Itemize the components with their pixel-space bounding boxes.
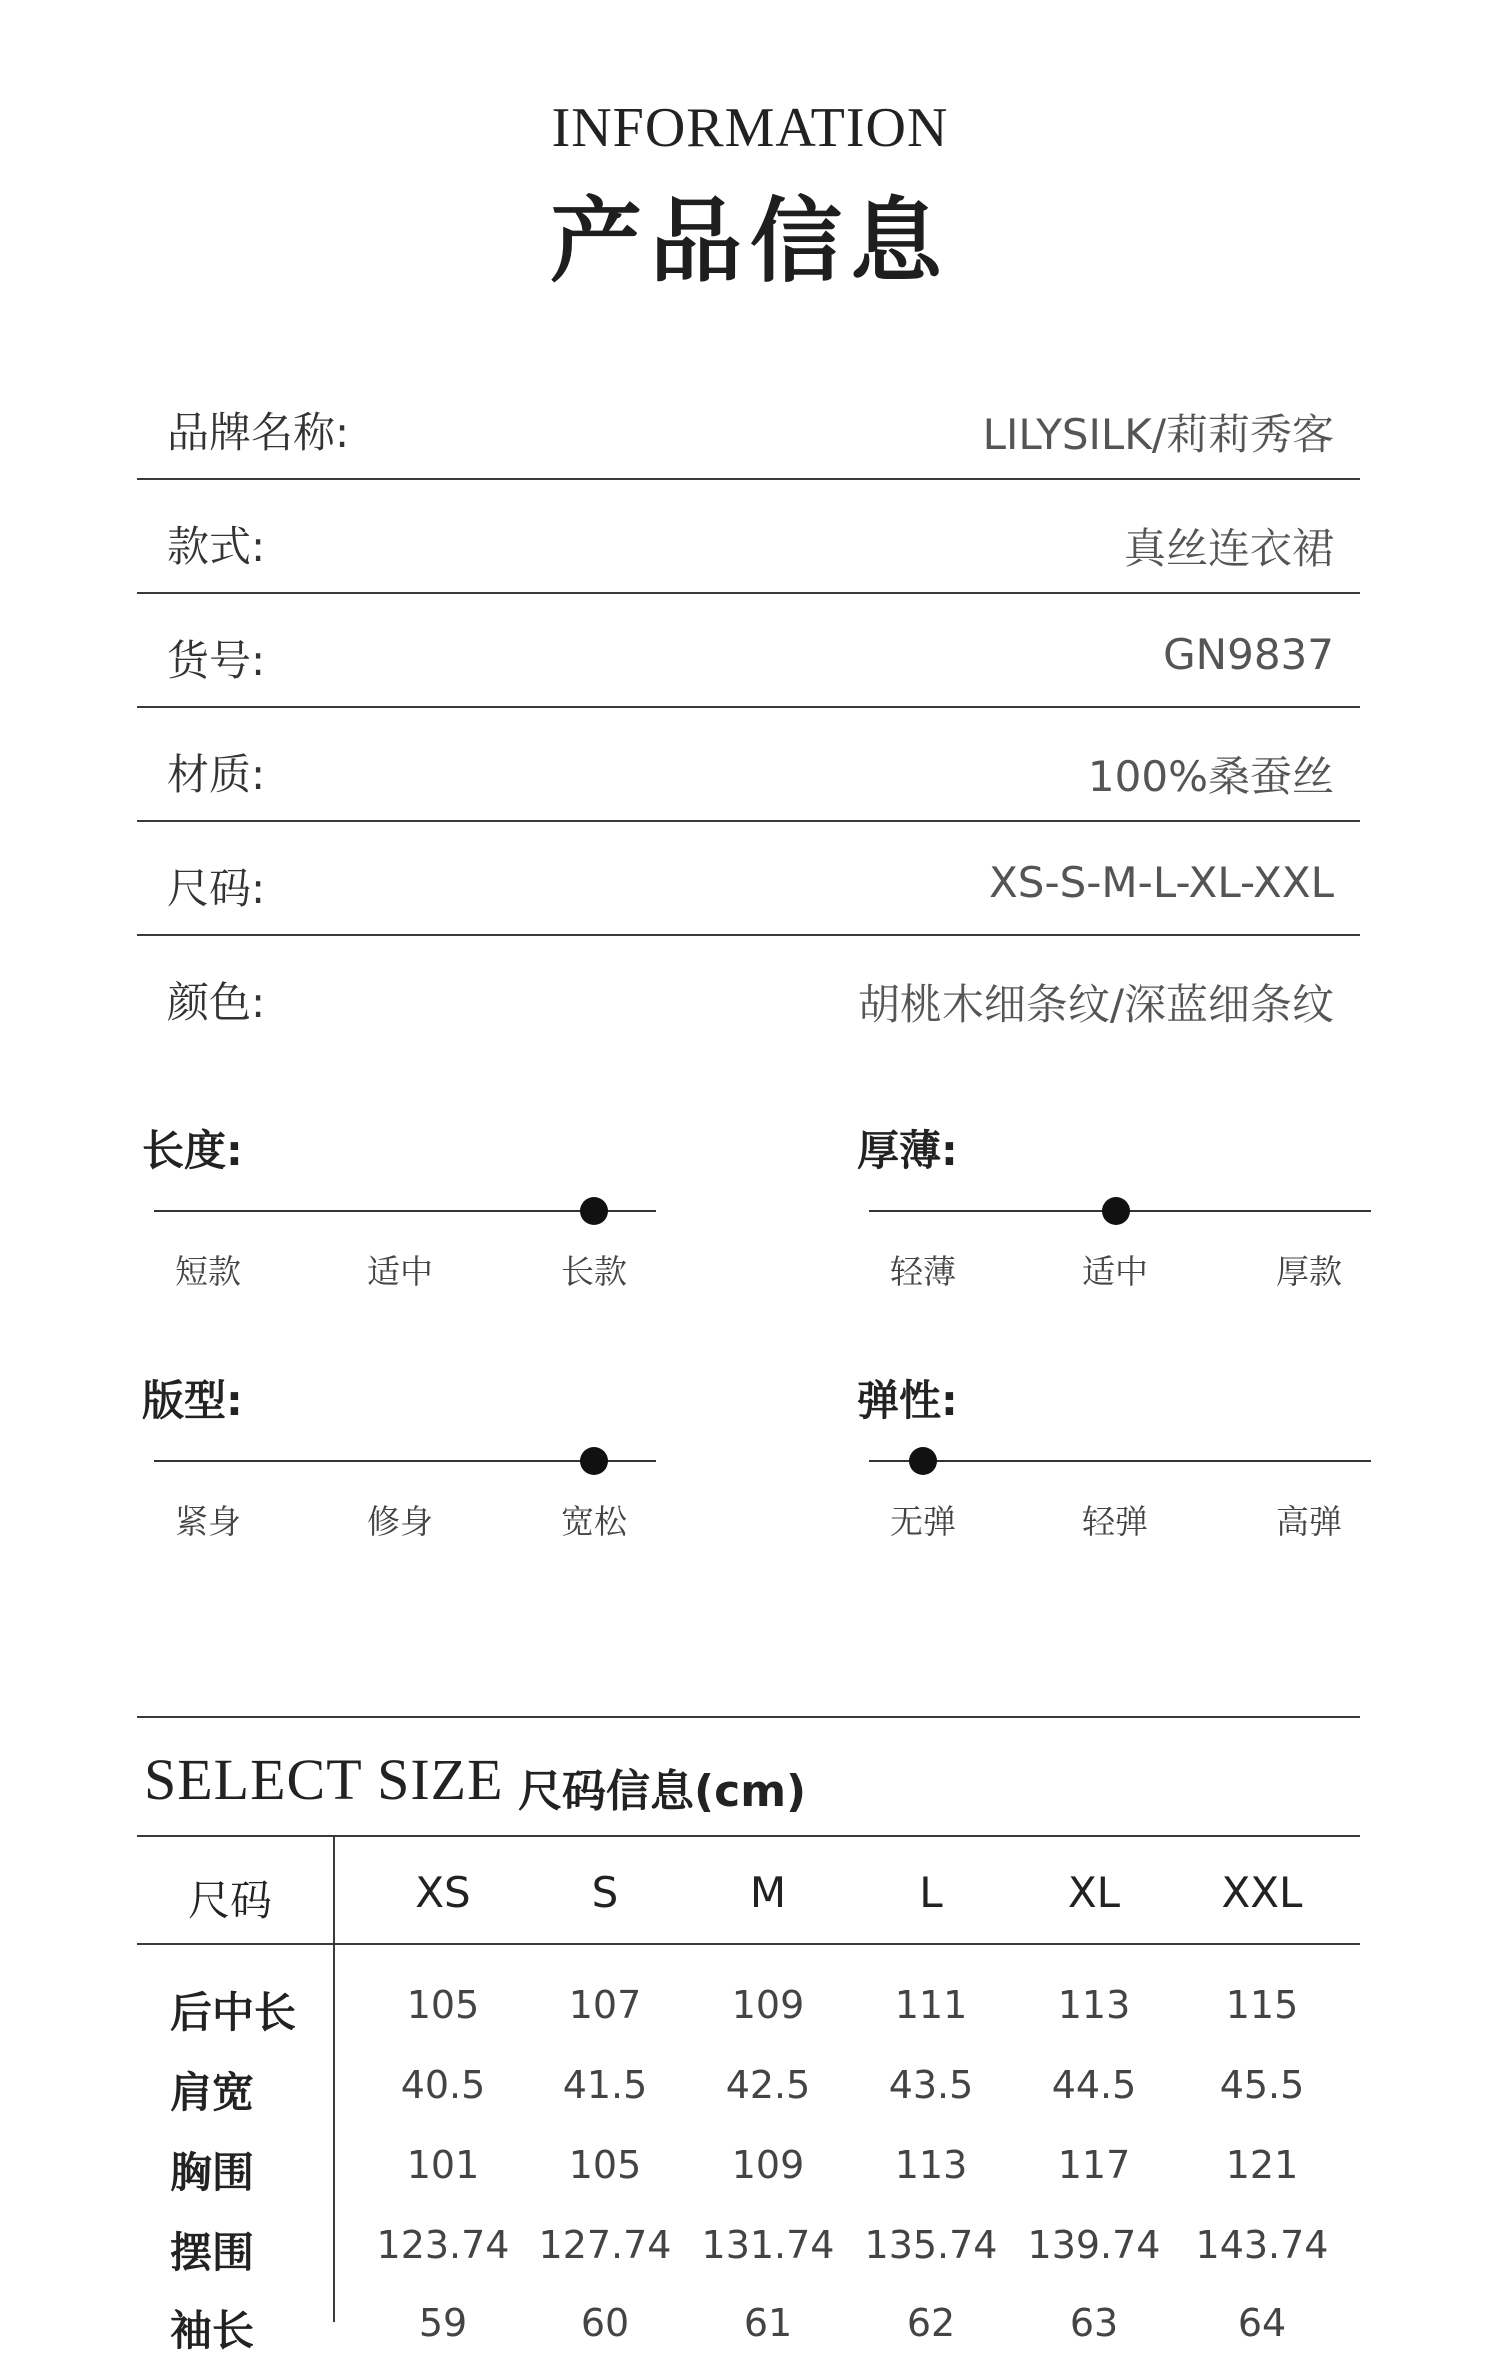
size-value-cell: 44.5: [1051, 2063, 1137, 2107]
header-title-en: INFORMATION: [551, 97, 949, 159]
scale-widget: [142, 1368, 682, 1568]
scale-option-label: 宽松: [561, 1502, 627, 1541]
scale-widget: [857, 1368, 1397, 1568]
scale-marker: [580, 1447, 608, 1475]
size-column-header: XS: [415, 1868, 471, 1917]
info-row: [137, 370, 1360, 482]
scale-option-label: 长款: [561, 1252, 627, 1291]
info-label: 款式:: [167, 522, 266, 571]
size-value-cell: 101: [406, 2143, 480, 2187]
scale-option-label: 轻弹: [1082, 1502, 1148, 1541]
size-value-cell: 131.74: [701, 2223, 835, 2267]
size-row-label: 袖长: [170, 2306, 255, 2355]
size-row-label: 胸围: [170, 2148, 255, 2197]
scale-widget: [857, 1118, 1397, 1318]
size-row-label: 肩宽: [170, 2068, 255, 2117]
info-value: 100%桑蚕丝: [1087, 752, 1334, 801]
size-section-title-zh: 尺码信息(cm): [518, 1766, 807, 1817]
scale-option-label: 轻薄: [890, 1252, 956, 1291]
size-value-cell: 111: [894, 1983, 968, 2027]
info-row-divider: [137, 820, 1360, 822]
size-column-header: L: [919, 1868, 943, 1917]
info-label: 材质:: [167, 750, 266, 799]
info-row: [137, 826, 1360, 938]
info-row: [137, 598, 1360, 710]
scale-title: 长度:: [142, 1126, 243, 1175]
size-column-header: M: [749, 1868, 787, 1917]
scale-marker: [580, 1197, 608, 1225]
size-value-cell: 40.5: [400, 2063, 486, 2107]
info-row-divider: [137, 592, 1360, 594]
info-value: 胡桃木细条纹/深蓝细条纹: [857, 980, 1334, 1029]
size-value-cell: 45.5: [1219, 2063, 1305, 2107]
size-table-corner-header: 尺码: [187, 1876, 272, 1925]
scale-widget: [142, 1118, 682, 1318]
size-value-cell: 63: [1069, 2301, 1119, 2345]
size-value-cell: 113: [894, 2143, 968, 2187]
size-value-cell: 107: [568, 1983, 642, 2027]
info-value: XS-S-M-L-XL-XXL: [989, 858, 1334, 907]
size-value-cell: 135.74: [864, 2223, 998, 2267]
size-value-cell: 42.5: [725, 2063, 811, 2107]
size-value-cell: 61: [743, 2301, 793, 2345]
size-value-cell: 139.74: [1027, 2223, 1161, 2267]
info-row: [137, 940, 1360, 1052]
info-label: 颜色:: [167, 978, 266, 1027]
info-label: 品牌名称:: [167, 408, 350, 457]
scale-option-label: 短款: [175, 1252, 241, 1291]
size-row-label: 摆围: [170, 2228, 255, 2277]
scale-option-label: 修身: [367, 1502, 433, 1541]
size-column-header: S: [591, 1868, 619, 1917]
info-value: LILYSILK/莉莉秀客: [982, 410, 1334, 459]
size-value-cell: 127.74: [538, 2223, 672, 2267]
size-value-cell: 117: [1057, 2143, 1131, 2187]
info-row: [137, 484, 1360, 596]
size-column-header: XL: [1067, 1868, 1121, 1917]
size-value-cell: 123.74: [376, 2223, 510, 2267]
scale-track: [869, 1460, 1371, 1462]
size-table-top-divider: [137, 1835, 1360, 1837]
size-value-cell: 43.5: [888, 2063, 974, 2107]
scale-title: 版型:: [142, 1376, 243, 1425]
size-section-top-divider: [137, 1716, 1360, 1718]
size-value-cell: 113: [1057, 1983, 1131, 2027]
header-title-zh: 产品信息: [549, 188, 950, 295]
size-value-cell: 64: [1237, 2301, 1287, 2345]
scale-option-label: 高弹: [1276, 1502, 1342, 1541]
info-row: [137, 712, 1360, 824]
size-value-cell: 59: [418, 2301, 468, 2345]
size-value-cell: 109: [731, 1983, 805, 2027]
scale-marker: [1102, 1197, 1130, 1225]
info-label: 货号:: [167, 636, 266, 685]
scale-option-label: 厚款: [1276, 1252, 1342, 1291]
info-row-divider: [137, 934, 1360, 936]
scale-title: 厚薄:: [857, 1126, 958, 1175]
size-value-cell: 105: [406, 1983, 480, 2027]
scale-option-label: 无弹: [890, 1502, 956, 1541]
size-section-title-en: SELECT SIZE: [144, 1747, 504, 1812]
info-value: 真丝连衣裙: [1123, 524, 1334, 573]
size-value-cell: 41.5: [562, 2063, 648, 2107]
size-value-cell: 143.74: [1195, 2223, 1329, 2267]
info-value: GN9837: [1163, 630, 1334, 679]
size-table-column-divider: [333, 1836, 335, 2322]
scale-option-label: 适中: [1082, 1252, 1148, 1291]
size-row-label: 后中长: [170, 1988, 297, 2037]
size-value-cell: 62: [906, 2301, 956, 2345]
size-value-cell: 109: [731, 2143, 805, 2187]
info-row-divider: [137, 706, 1360, 708]
size-value-cell: 60: [580, 2301, 630, 2345]
scale-option-label: 适中: [367, 1252, 433, 1291]
scale-option-label: 紧身: [175, 1502, 241, 1541]
info-row-divider: [137, 478, 1360, 480]
size-column-header: XXL: [1221, 1868, 1303, 1917]
size-value-cell: 115: [1225, 1983, 1299, 2027]
scale-marker: [909, 1447, 937, 1475]
info-label: 尺码:: [167, 864, 266, 913]
size-value-cell: 121: [1225, 2143, 1299, 2187]
scale-title: 弹性:: [857, 1376, 958, 1425]
size-value-cell: 105: [568, 2143, 642, 2187]
size-table-header-divider: [137, 1943, 1360, 1945]
